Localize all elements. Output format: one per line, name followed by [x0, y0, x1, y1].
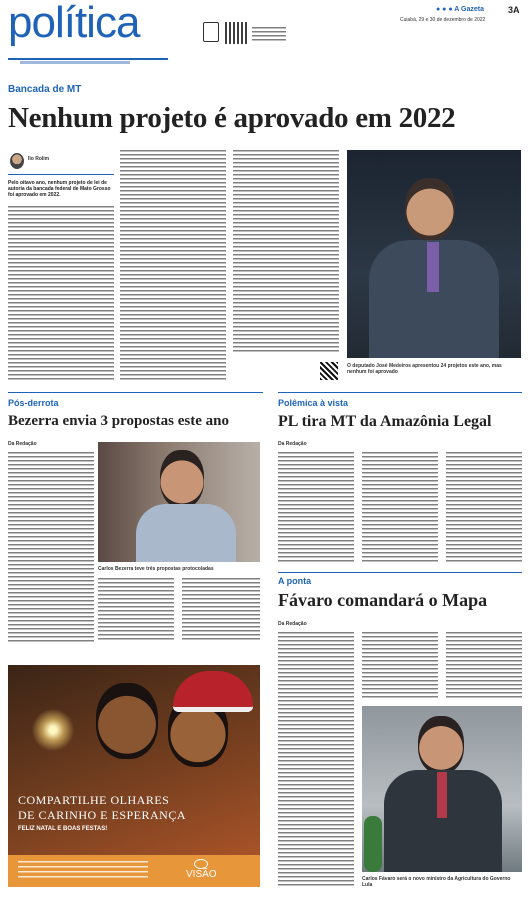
- brand-text: A Gazeta: [454, 6, 484, 13]
- lead-column-2: [120, 150, 226, 382]
- ad-brand-logo: [186, 859, 217, 880]
- pl-kicker: Polêmica à vista: [278, 398, 349, 408]
- pl-column-3: [446, 452, 522, 562]
- byline-photo: [10, 153, 24, 169]
- favaro-column-1: [278, 632, 354, 887]
- section-title: política: [8, 0, 140, 47]
- qr-code-icon: [320, 362, 338, 380]
- lead-kicker: Bancada de MT: [8, 84, 82, 95]
- logo-dots-icon: ● ● ●: [436, 6, 453, 13]
- pl-byline: Da Redação: [278, 441, 307, 447]
- page-header: [0, 0, 530, 70]
- byline-name: Ilo Rolim: [28, 156, 50, 162]
- favaro-kicker: A ponta: [278, 576, 312, 586]
- pl-headline: PL tira MT da Amazônia Legal: [278, 413, 492, 430]
- section-rule: [8, 392, 263, 393]
- header-subtitle-strip: [20, 61, 130, 64]
- byline-rule: [8, 174, 114, 175]
- ad-line-2: DE CARINHO E ESPERANÇA: [18, 808, 187, 822]
- ad-santa-hat: [173, 671, 253, 712]
- lead-column-3: [233, 150, 339, 354]
- bezerra-photo: [98, 442, 260, 562]
- favaro-headline: Fávaro comandará o Mapa: [278, 590, 488, 610]
- bezerra-column-1: [8, 452, 94, 642]
- ad-line-1: COMPARTILHE OLHARES: [18, 793, 170, 807]
- favaro-photo-caption: Carlos Fávaro será o novo ministro da Agricultura do Governo Lula: [362, 876, 511, 888]
- ad-line-3: FELIZ NATAL E BOAS FESTAS!: [18, 826, 108, 832]
- bezerra-photo-caption: Carlos Bezerra teve três propostas protocoladas: [98, 566, 214, 572]
- favaro-byline: Da Redação: [278, 621, 307, 627]
- eye-icon: [194, 859, 208, 869]
- bezerra-headline: Bezerra envia 3 propostas este ano: [8, 413, 229, 429]
- lead-column-1: [8, 206, 114, 382]
- section-rule: [278, 392, 522, 393]
- ad-woman-face: [96, 683, 158, 759]
- favaro-face: [418, 716, 464, 774]
- plant: [364, 816, 382, 872]
- pl-column-2: [362, 452, 438, 562]
- bezerra-column-3: [182, 578, 260, 642]
- header-rule: [8, 58, 168, 60]
- favaro-column-2: [362, 632, 438, 700]
- header-promo-text: [252, 27, 286, 41]
- issue-date: Cuiabá, 29 e 30 de dezembro de 2022: [400, 17, 486, 23]
- lead-headline: Nenhum projeto é aprovado em 2022: [8, 102, 456, 134]
- favaro-photo: [362, 706, 522, 872]
- bezerra-face: [160, 450, 204, 508]
- seal-icon: [203, 22, 219, 42]
- lead-photo-caption: O deputado José Medeiros apresentou 24 projetos este ano, mas nenhum foi aprovado: [347, 363, 502, 375]
- ad-sparkler: [28, 705, 78, 755]
- bezerra-column-2: [98, 578, 174, 642]
- speaker-tie: [427, 242, 439, 292]
- bezerra-shirt: [136, 504, 236, 562]
- ad-contact-lines: [18, 861, 148, 879]
- bezerra-kicker: Pós-derrota: [8, 398, 59, 408]
- page-number: 3A: [508, 5, 520, 15]
- advertisement: [8, 665, 260, 887]
- brand-logo: [436, 6, 484, 13]
- qr-code-icon: [225, 22, 247, 44]
- lead-first-paragraph: Pelo oitavo ano, nenhum projeto de lei de autoria da bancada federal de Mato Grosso foi aprovado em 2022.: [8, 180, 111, 198]
- favaro-column-3: [446, 632, 522, 700]
- section-rule: [278, 572, 522, 573]
- favaro-tie: [437, 772, 447, 818]
- ad-brand: VISÃO: [186, 869, 217, 880]
- speaker-face: [405, 178, 455, 240]
- pl-column-1: [278, 452, 354, 562]
- lead-photo: [347, 150, 521, 358]
- bezerra-byline: Da Redação: [8, 441, 37, 447]
